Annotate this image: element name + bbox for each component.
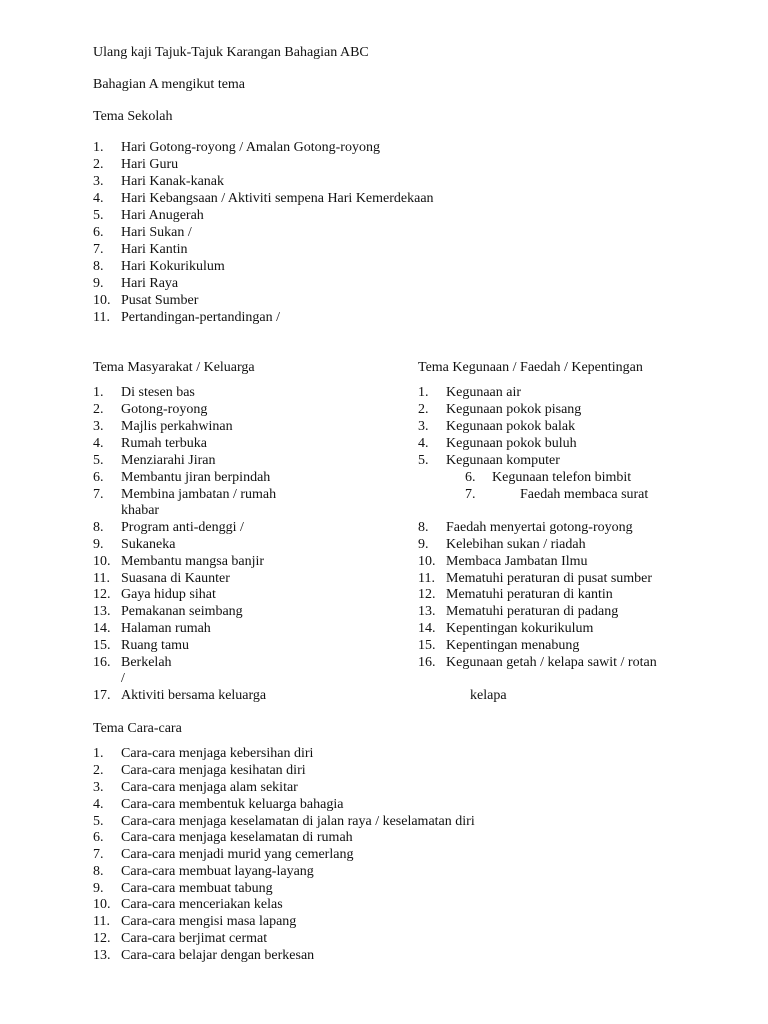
list-item-text: Program anti-denggi / bbox=[121, 520, 244, 535]
list-item-text: Kelebihan sukan / riadah bbox=[446, 537, 586, 552]
list-item-text: Hari Kantin bbox=[121, 242, 188, 257]
list-item-number: 15. bbox=[93, 638, 111, 653]
list-item-number: 2. bbox=[93, 763, 104, 778]
list-item-text: Hari Sukan / bbox=[121, 225, 192, 240]
list-item-number: 6. bbox=[93, 225, 104, 240]
list-item-text: Hari Raya bbox=[121, 276, 179, 291]
list-item-text: khabar bbox=[121, 503, 160, 518]
list-item-number: 4. bbox=[93, 797, 104, 812]
list-item-number: 1. bbox=[93, 385, 104, 400]
list-item-number: 10. bbox=[93, 897, 111, 912]
list-item-number: 8. bbox=[93, 520, 104, 535]
list-item-number: 9. bbox=[93, 276, 104, 291]
list-item-text: Berkelah bbox=[121, 655, 172, 670]
list-item-number: 11. bbox=[418, 571, 435, 586]
list-item-text: Kegunaan telefon bimbit bbox=[492, 470, 632, 485]
list-item-number: 13. bbox=[418, 604, 436, 619]
list-item-number: 10. bbox=[418, 554, 436, 569]
list-item-text: Cara-cara menceriakan kelas bbox=[121, 897, 283, 912]
list-item-text: Kegunaan getah / kelapa sawit / rotan bbox=[446, 655, 657, 670]
list-item-text: Menziarahi Jiran bbox=[121, 453, 216, 468]
list-item-number: 10. bbox=[93, 554, 111, 569]
list-item-text: Mematuhi peraturan di kantin bbox=[446, 587, 613, 602]
list-item-text: Mematuhi peraturan di padang bbox=[446, 604, 619, 619]
list-item-number: 2. bbox=[93, 402, 104, 417]
list-item-number: 13. bbox=[93, 948, 111, 963]
list-item-number: 5. bbox=[93, 814, 104, 829]
list-item-text: Cara-cara berjimat cermat bbox=[121, 931, 268, 946]
list-item-number: 10. bbox=[93, 293, 111, 308]
list-item-number: 8. bbox=[93, 864, 104, 879]
list-item-number: 13. bbox=[93, 604, 111, 619]
list-item-number: 15. bbox=[418, 638, 436, 653]
list-item-text: Majlis perkahwinan bbox=[121, 419, 233, 434]
list-item-text: Hari Kebangsaan / Aktiviti sempena Hari Kemerdekaan bbox=[121, 191, 434, 206]
list-item-number: 14. bbox=[93, 621, 111, 636]
list-item-number: 11. bbox=[93, 914, 110, 929]
list-item-text: Cara-cara menjaga kebersihan diri bbox=[121, 746, 314, 761]
list-item-text: Hari Gotong-royong / Amalan Gotong-royong bbox=[121, 140, 380, 155]
list-item-text: Cara-cara menjaga keselamatan di rumah bbox=[121, 830, 353, 845]
list-item-number: 5. bbox=[418, 453, 429, 468]
list-item-text: Membantu mangsa banjir bbox=[121, 554, 265, 569]
heading-masyarakat: Tema Masyarakat / Keluarga bbox=[93, 360, 255, 375]
list-item-text: Cara-cara mengisi masa lapang bbox=[121, 914, 297, 929]
list-item-text: / bbox=[121, 671, 125, 686]
list-item-number: 7. bbox=[93, 487, 104, 502]
list-item-text: Cara-cara menjadi murid yang cemerlang bbox=[121, 847, 354, 862]
list-item-number: 4. bbox=[93, 191, 104, 206]
heading-sekolah: Tema Sekolah bbox=[93, 109, 173, 124]
list-item-number: 9. bbox=[418, 537, 429, 552]
list-item-text: Halaman rumah bbox=[121, 621, 211, 636]
list-item-text: Pertandingan-pertandingan / bbox=[121, 310, 281, 325]
list-item-number: 3. bbox=[93, 780, 104, 795]
list-item-text: Gotong-royong bbox=[121, 402, 208, 417]
list-item-text: Rumah terbuka bbox=[121, 436, 207, 451]
list-item-text: Kegunaan pokok buluh bbox=[446, 436, 577, 451]
list-item-number: 2. bbox=[93, 157, 104, 172]
list-item-text: Membaca Jambatan Ilmu bbox=[446, 554, 588, 569]
list-item-text: Kepentingan kokurikulum bbox=[446, 621, 594, 636]
list-item-number: 4. bbox=[418, 436, 429, 451]
list-item-number: 6. bbox=[93, 830, 104, 845]
list-item-text: Aktiviti bersama keluarga bbox=[121, 688, 267, 703]
list-item-number: 3. bbox=[418, 419, 429, 434]
list-item-text: Suasana di Kaunter bbox=[121, 571, 230, 586]
list-item-number: 3. bbox=[93, 419, 104, 434]
list-item-text: Cara-cara menjaga alam sekitar bbox=[121, 780, 298, 795]
list-item-text: Sukaneka bbox=[121, 537, 176, 552]
list-item-text: Cara-cara belajar dengan berkesan bbox=[121, 948, 315, 963]
list-item-number: 11. bbox=[93, 571, 110, 586]
list-item-number: 6. bbox=[465, 470, 476, 485]
list-item-number: 9. bbox=[93, 881, 104, 896]
list-item-text: Membantu jiran berpindah bbox=[121, 470, 271, 485]
list-item-number: 12. bbox=[93, 931, 111, 946]
list-item-text: Gaya hidup sihat bbox=[121, 587, 216, 602]
list-item-number: 5. bbox=[93, 208, 104, 223]
list-item-number: 1. bbox=[93, 140, 104, 155]
list-item-text: Kegunaan air bbox=[446, 385, 522, 400]
doc-title: Ulang kaji Tajuk-Tajuk Karangan Bahagian ABC bbox=[93, 45, 369, 60]
list-item-number: 16. bbox=[93, 655, 111, 670]
list-item-text: Kegunaan komputer bbox=[446, 453, 560, 468]
list-item-number: 7. bbox=[465, 487, 476, 502]
list-item-text: Cara-cara membentuk keluarga bahagia bbox=[121, 797, 344, 812]
list-item-text: Pemakanan seimbang bbox=[121, 604, 243, 619]
list-item-text: Kegunaan pokok pisang bbox=[446, 402, 582, 417]
list-item-text: Cara-cara menjaga kesihatan diri bbox=[121, 763, 306, 778]
list-item-number: 2. bbox=[418, 402, 429, 417]
list-item-text: Mematuhi peraturan di pusat sumber bbox=[446, 571, 653, 586]
list-item-number: 9. bbox=[93, 537, 104, 552]
list-item-number: 11. bbox=[93, 310, 110, 325]
list-item-number: 17. bbox=[93, 688, 111, 703]
heading-caracara: Tema Cara-cara bbox=[93, 721, 182, 736]
list-item-text: Kepentingan menabung bbox=[446, 638, 580, 653]
list-item-number: 1. bbox=[93, 746, 104, 761]
list-item-text: Faedah menyertai gotong-royong bbox=[446, 520, 633, 535]
list-item-number: 7. bbox=[93, 847, 104, 862]
list-item-text: Membina jambatan / rumah bbox=[121, 487, 277, 502]
list-item-text: Hari Anugerah bbox=[121, 208, 204, 223]
list-item-number: 16. bbox=[418, 655, 436, 670]
heading-kegunaan: Tema Kegunaan / Faedah / Kepentingan bbox=[418, 360, 643, 375]
list-item-text: Cara-cara menjaga keselamatan di jalan raya / keselamatan diri bbox=[121, 814, 475, 829]
list-item-text: Hari Kokurikulum bbox=[121, 259, 225, 274]
list-item-number: 3. bbox=[93, 174, 104, 189]
list-item-text: Pusat Sumber bbox=[121, 293, 199, 308]
list-item-number: 12. bbox=[93, 587, 111, 602]
list-item-text: Faedah membaca surat bbox=[520, 487, 649, 502]
list-item-number: 8. bbox=[418, 520, 429, 535]
list-item-number: 12. bbox=[418, 587, 436, 602]
list-item-number: 4. bbox=[93, 436, 104, 451]
list-item-number: 7. bbox=[93, 242, 104, 257]
list-item-text: Hari Kanak-kanak bbox=[121, 174, 225, 189]
doc-subtitle: Bahagian A mengikut tema bbox=[93, 77, 246, 92]
list-item-text: kelapa bbox=[470, 688, 507, 703]
list-item-number: 14. bbox=[418, 621, 436, 636]
list-item-number: 6. bbox=[93, 470, 104, 485]
list-item-number: 1. bbox=[418, 385, 429, 400]
list-item-number: 5. bbox=[93, 453, 104, 468]
list-item-text: Kegunaan pokok balak bbox=[446, 419, 576, 434]
list-item-number: 8. bbox=[93, 259, 104, 274]
list-item-text: Hari Guru bbox=[121, 157, 179, 172]
list-item-text: Cara-cara membuat layang-layang bbox=[121, 864, 314, 879]
list-item-text: Ruang tamu bbox=[121, 638, 190, 653]
list-item-text: Cara-cara membuat tabung bbox=[121, 881, 273, 896]
list-item-text: Di stesen bas bbox=[121, 385, 195, 400]
